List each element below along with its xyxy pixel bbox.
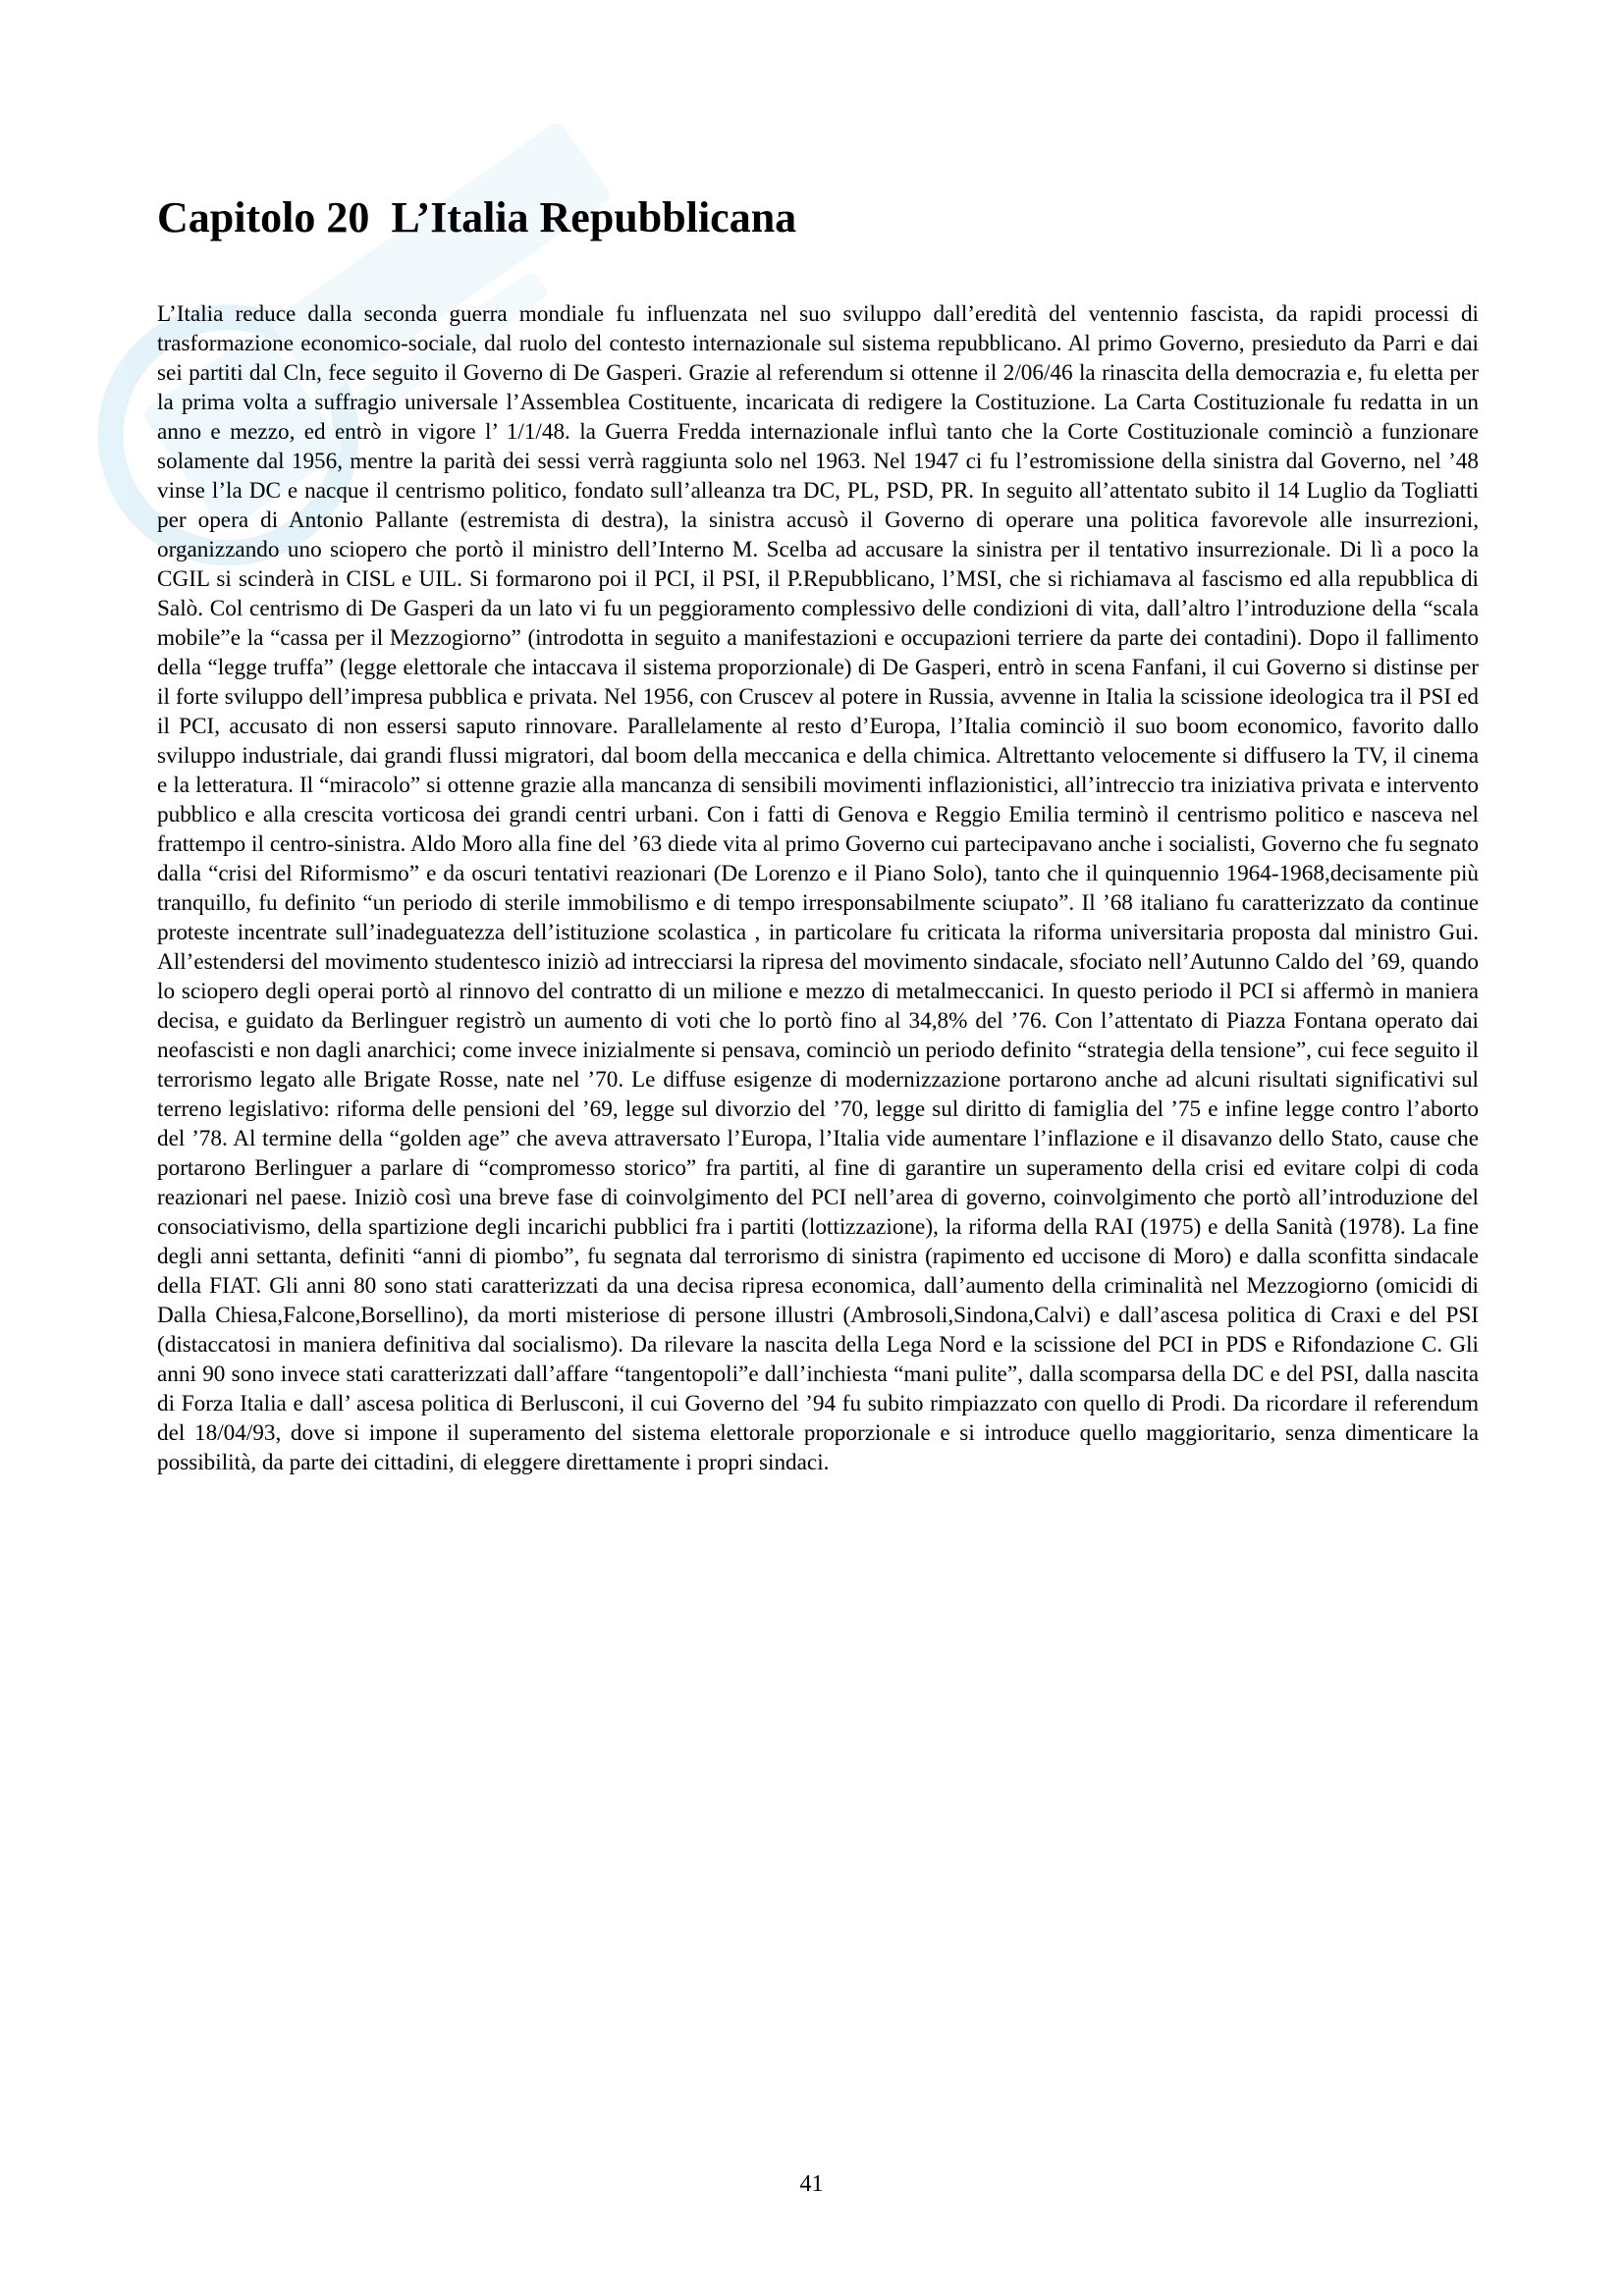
- chapter-title: Capitolo 20 L’Italia Repubblicana: [157, 193, 797, 241]
- document-content: [157, 192, 1479, 1477]
- body-paragraph: L’Italia reduce dalla seconda guerra mondiale fu influenzata nel suo sviluppo dall’eredità del ventennio fascista, da rapidi processi di trasformazione economico-sociale, dal ruolo del contesto internazionale sul sistema repubblicano. Al primo Governo, presieduto da Parri e dai sei partiti dal Cln, fece seguito il Governo di De Gasperi. Grazie al referendum si ottenne il 2/06/46 la rinascita della democrazia e, fu eletta per la prima volta a suffragio universale l’Assemblea Costituente, incaricata di redigere la Costituzione. La Carta Costituzionale fu redatta in un anno e mezzo, ed entrò in vigore l’ 1/1/48. la Guerra Fredda internazionale influì tanto che la Corte Costituzionale cominciò a funzionare solamente dal 1956, mentre la parità dei sessi verrà raggiunta solo nel 1963. Nel 1947 ci fu l’estromissione della sinistra dal Governo, nel ’48 vinse l’la DC e nacque il centrismo politico, fondato sull’alleanza tra DC, PL, PSD, PR. In seguito all’attentato subito il 14 Luglio da Togliatti per opera di Antonio Pallante (estremista di destra), la sinistra accusò il Governo di operare una politica favorevole alle insurrezioni, organizzando uno sciopero che portò il ministro dell’Interno M. Scelba ad accusare la sinistra per il tentativo insurrezionale. Di lì a poco la CGIL si scinderà in CISL e UIL. Si formarono poi il PCI, il PSI, il P.Repubblicano, l’MSI, che si richiamava al fascismo ed alla repubblica di Salò. Col centrismo di De Gasperi da un lato vi fu un peggioramento complessivo delle condizioni di vita, dall’altro l’introduzione della “scala mobile”e la “cassa per il Mezzogiorno” (introdotta in seguito a manifestazioni e occupazioni terriere da parte dei contadini). Dopo il fallimento della “legge truffa” (legge elettorale che intaccava il sistema proporzionale) di De Gasperi, entrò in scena Fanfani, il cui Governo si distinse per il forte sviluppo dell’impresa pubblica e privata. Nel 1956, con Cruscev al potere in Russia, avvenne in Italia la scissione ideologica tra il PSI ed il PCI, accusato di non essersi saputo rinnovare. Parallelamente al resto d’Europa, l’Italia cominciò il suo boom economico, favorito dallo sviluppo industriale, dai grandi flussi migratori, dal boom della meccanica e della chimica. Altrettanto velocemente si diffusero la TV, il cinema e la letteratura. Il “miracolo” si ottenne grazie alla mancanza di sensibili movimenti inflazionistici, all’intreccio tra iniziativa privata e intervento pubblico e alla crescita vorticosa dei grandi centri urbani. Con i fatti di Genova e Reggio Emilia terminò il centrismo politico e nasceva nel frattempo il centro-sinistra. Aldo Moro alla fine del ’63 diede vita al primo Governo cui partecipavano anche i socialisti, Governo che fu segnato dalla “crisi del Riformismo” e da oscuri tentativi reazionari (De Lorenzo e il Piano Solo), tanto che il quinquennio 1964-1968,decisamente più tranquillo, fu definito “un periodo di sterile immobilismo e di tempo irresponsabilmente sciupato”. Il ’68 italiano fu caratterizzato da continue proteste incentrate sull’inadeguatezza dell’istituzione scolastica , in particolare fu criticata la riforma universitaria proposta dal ministro Gui. All’estendersi del movimento studentesco iniziò ad intrecciarsi la ripresa del movimento sindacale, sfociato nell’Autunno Caldo del ’69, quando lo sciopero degli operai portò al rinnovo del contratto di un milione e mezzo di metalmeccanici. In questo periodo il PCI si affermò in maniera decisa, e guidato da Berlinguer registrò un aumento di voti che lo portò fino al 34,8% del ’76. Con l’attentato di Piazza Fontana operato dai neofascisti e non dagli anarchici; come invece inizialmente si pensava, cominciò un periodo definito “strategia della tensione”, cui fece seguito il terrorismo legato alle Brigate Rosse, nate nel ’70. Le diffuse esigenze di modernizzazione portarono anche ad alcuni risultati significativi sul terreno legislativo: riforma delle pensioni del ’69, legge sul divorzio del ’70, legge sul diritto di famiglia del ’75 e infine legge contro l’aborto del ’78. Al termine della “golden age” che aveva attraversato l’Europa, l’Italia vide aumentare l’inflazione e il disavanzo dello Stato, cause che portarono Berlinguer a parlare di “compromesso storico” fra partiti, al fine di garantire un superamento della crisi ed evitare colpi di coda reazionari nel paese. Iniziò così una breve fase di coinvolgimento del PCI nell’area di governo, coinvolgimento che portò all’introduzione del consociativismo, della spartizione degli incarichi pubblici fra i partiti (lottizzazione), la riforma della RAI (1975) e della Sanità (1978). La fine degli anni settanta, definiti “anni di piombo”, fu segnata dal terrorismo di sinistra (rapimento ed uccisone di Moro) e dalla sconfitta sindacale della FIAT. Gli anni 80 sono stati caratterizzati da una decisa ripresa economica, dall’aumento della criminalità nel Mezzogiorno (omicidi di Dalla Chiesa,Falcone,Borsellino), da morti misteriose di persone illustri (Ambrosoli,Sindona,Calvi) e dall’ascesa politica di Craxi e del PSI (distaccatosi in maniera definitiva dal socialismo). Da rilevare la nascita della Lega Nord e la scissione del PCI in PDS e Rifondazione C. Gli anni 90 sono invece stati caratterizzati dall’affare “tangentopoli”e dall’inchiesta “mani pulite”, dalla scomparsa della DC e del PSI, dalla nascita di Forza Italia e dall’ ascesa politica di Berlusconi, il cui Governo del ’94 fu subito rimpiazzato con quello di Prodi. Da ricordare il referendum del 18/04/93, dove si impone il superamento del sistema elettorale proporzionale e si introduce quello maggioritario, senza dimenticare la possibilità, da parte dei cittadini, di eleggere direttamente i propri sindaci.: [157, 301, 1479, 1475]
- page-number: 41: [799, 2171, 824, 2197]
